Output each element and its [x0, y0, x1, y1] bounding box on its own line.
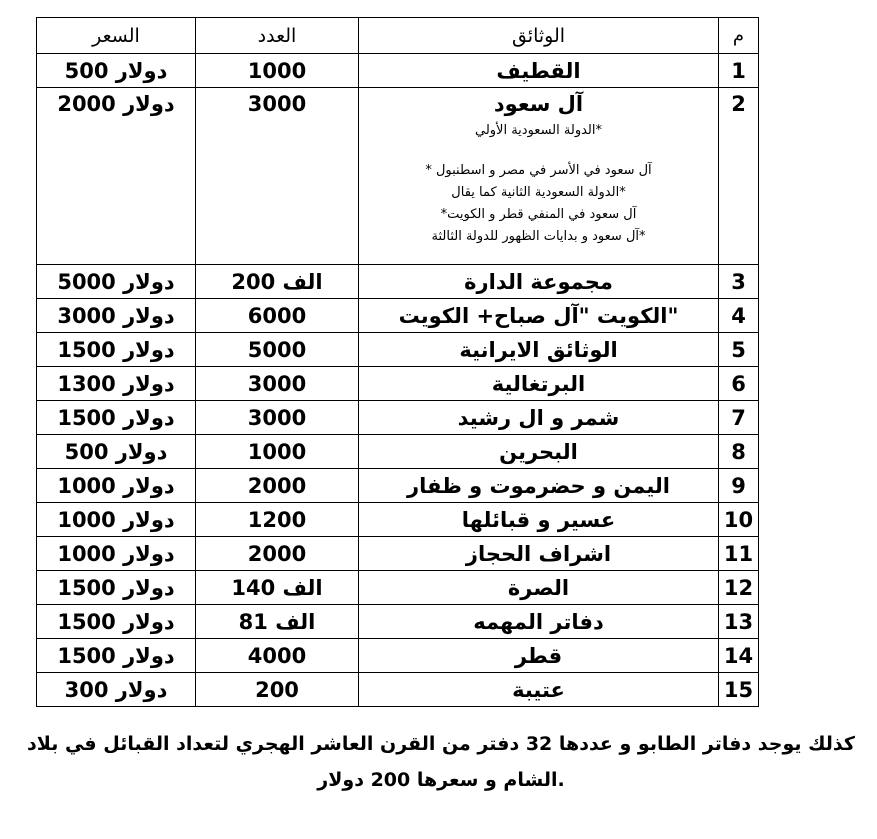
documents-cell: قطر	[359, 639, 719, 673]
count-cell: 3000	[196, 88, 359, 265]
price-cell: دولار 1000	[37, 537, 196, 571]
table-row	[37, 503, 759, 537]
documents-cell: اليمن و حضرموت و ظفار	[359, 469, 719, 503]
table-row	[37, 88, 759, 265]
documents-cell: مجموعة الدارة	[359, 265, 719, 299]
count-cell: الف 140	[196, 571, 359, 605]
count-cell: 5000	[196, 333, 359, 367]
count-cell: 3000	[196, 401, 359, 435]
index-cell: 14	[719, 639, 759, 673]
price-cell: دولار 1500	[37, 333, 196, 367]
index-cell: 8	[719, 435, 759, 469]
documents-note: *آل سعود و بدايات الظهور للدولة الثالثة	[431, 229, 646, 244]
header-price: السعر	[37, 18, 196, 54]
documents-cell: دفاتر المهمه	[359, 605, 719, 639]
footer-note	[20, 726, 862, 798]
index-cell: 12	[719, 571, 759, 605]
price-cell: دولار 5000	[37, 265, 196, 299]
table-row	[37, 673, 759, 707]
index-cell: 9	[719, 469, 759, 503]
count-cell: الف 81	[196, 605, 359, 639]
index-cell: 15	[719, 673, 759, 707]
price-cell: دولار 1500	[37, 639, 196, 673]
table-row	[37, 605, 759, 639]
price-cell: دولار 500	[37, 435, 196, 469]
count-cell: 1200	[196, 503, 359, 537]
header-index: م	[719, 18, 759, 54]
documents-cell: الوثائق الايرانية	[359, 333, 719, 367]
count-cell: 3000	[196, 367, 359, 401]
count-cell: 1000	[196, 54, 359, 88]
table-row	[37, 367, 759, 401]
documents-note: آل سعود في المنفي قطر و الكويت*	[440, 207, 637, 222]
table-row	[37, 401, 759, 435]
table-row	[37, 639, 759, 673]
count-cell: 1000	[196, 435, 359, 469]
table-row	[37, 54, 759, 88]
table-row	[37, 435, 759, 469]
documents-cell: "الكويت "آل صباح+ الكويت	[359, 299, 719, 333]
count-cell: 4000	[196, 639, 359, 673]
table-row	[37, 537, 759, 571]
price-cell: دولار 1000	[37, 469, 196, 503]
count-cell: 6000	[196, 299, 359, 333]
index-cell: 4	[719, 299, 759, 333]
index-cell: 5	[719, 333, 759, 367]
price-cell: دولار 300	[37, 673, 196, 707]
documents-cell: البحرين	[359, 435, 719, 469]
documents-note: *الدولة السعودية الثانية كما يقال	[451, 185, 626, 200]
table-row	[37, 333, 759, 367]
documents-note: *الدولة السعودية الأولي	[474, 123, 602, 138]
index-cell: 13	[719, 605, 759, 639]
table-row	[37, 299, 759, 333]
documents-cell: الصرة	[359, 571, 719, 605]
footer-line: .الشام و سعرها 200 دولار	[317, 769, 565, 791]
documents-cell: عتيبة	[359, 673, 719, 707]
header-documents: الوثائق	[359, 18, 719, 54]
price-cell: دولار 500	[37, 54, 196, 88]
index-cell: 2	[719, 88, 759, 265]
index-cell: 1	[719, 54, 759, 88]
index-cell: 11	[719, 537, 759, 571]
price-cell: دولار 3000	[37, 299, 196, 333]
index-cell: 3	[719, 265, 759, 299]
index-cell: 6	[719, 367, 759, 401]
price-cell: دولار 1500	[37, 571, 196, 605]
table-row	[37, 265, 759, 299]
table-row	[37, 571, 759, 605]
index-cell: 7	[719, 401, 759, 435]
price-cell: دولار 1500	[37, 605, 196, 639]
documents-cell: القطيف	[359, 54, 719, 88]
header-count: العدد	[196, 18, 359, 54]
documents-cell	[359, 88, 719, 265]
count-cell: 200	[196, 673, 359, 707]
price-cell: دولار 1300	[37, 367, 196, 401]
price-cell: دولار 1500	[37, 401, 196, 435]
table-header-row	[37, 18, 759, 54]
documents-price-table	[36, 17, 759, 707]
price-cell: دولار 1000	[37, 503, 196, 537]
documents-note: آل سعود في الأسر في مصر و اسطنبول *	[425, 163, 652, 178]
table-row	[37, 469, 759, 503]
documents-cell: شمر و ال رشيد	[359, 401, 719, 435]
count-cell: 2000	[196, 537, 359, 571]
documents-title: آل سعود	[493, 92, 584, 116]
documents-cell: البرتغالية	[359, 367, 719, 401]
footer-line: كذلك يوجد دفاتر الطابو و عددها 32 دفتر من القرن العاشر الهجري لتعداد القبائل في بلاد	[27, 733, 855, 755]
index-cell: 10	[719, 503, 759, 537]
count-cell: الف 200	[196, 265, 359, 299]
price-cell: دولار 2000	[37, 88, 196, 265]
count-cell: 2000	[196, 469, 359, 503]
documents-cell: اشراف الحجاز	[359, 537, 719, 571]
documents-cell: عسير و قبائلها	[359, 503, 719, 537]
